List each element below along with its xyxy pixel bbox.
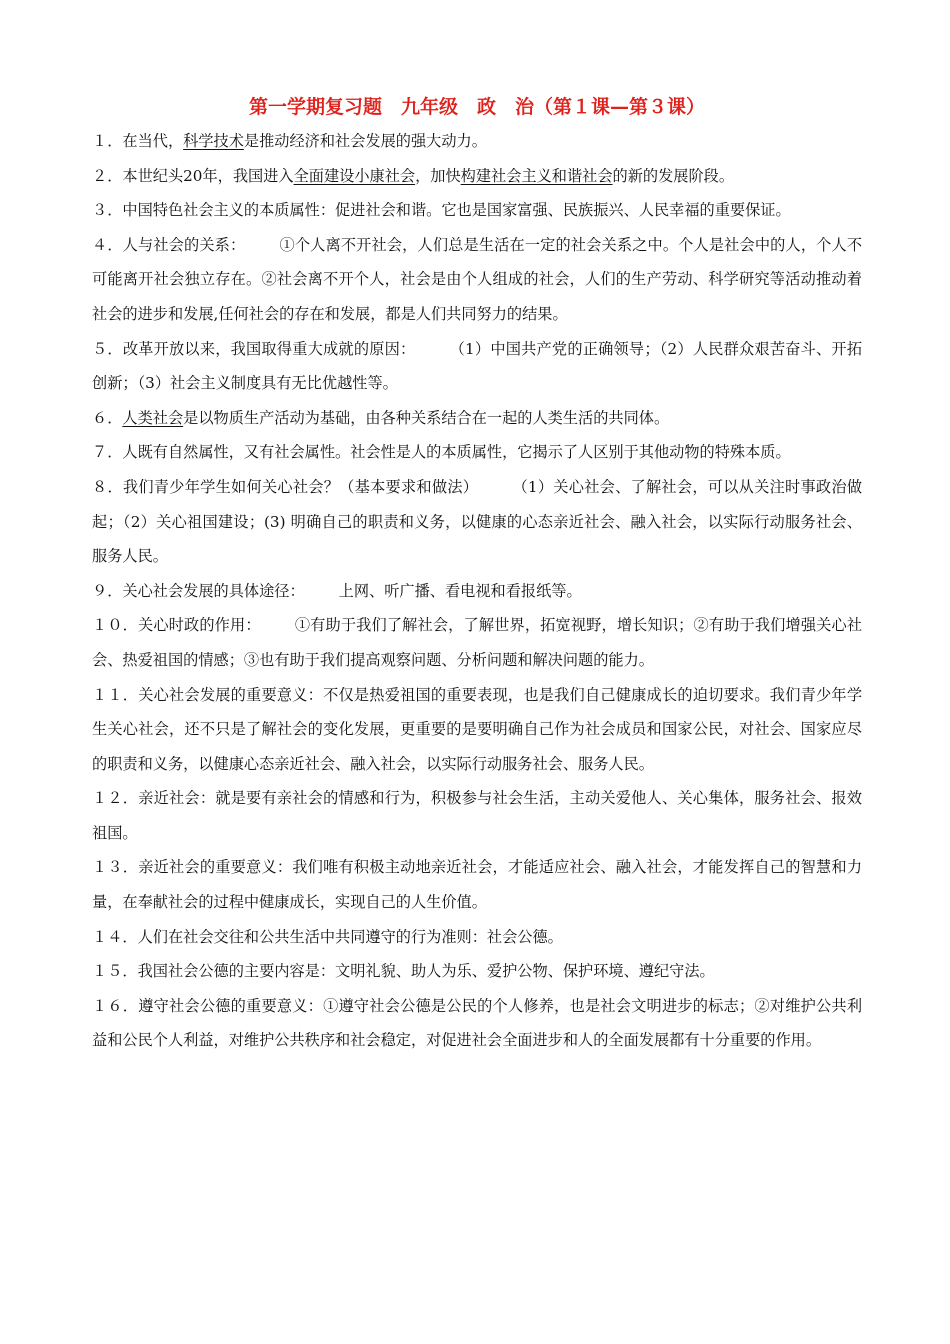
review-item: [92, 401, 862, 436]
item-text: （1）中国共产党的正确领导；（2）人民群众艰苦奋斗、开拓创新；（3）社会主义制度具有无比优越性等。: [92, 339, 863, 393]
item-number: １．: [92, 132, 123, 150]
review-item: [92, 574, 862, 609]
item-text: ①有助于我们了解社会，了解世界，拓宽视野，增长知识；②有助于我们增强关心社会、热爱祖国的情感；③也有助于我们提高观察问题、分析问题和解决问题的能力。: [92, 616, 863, 669]
review-item: [92, 954, 862, 989]
review-item: [92, 850, 862, 919]
item-text: 是推动经济和社会发展的强大动力。: [243, 132, 487, 150]
review-item: [92, 920, 862, 955]
item-text: 亲近社会的重要意义：我们唯有积极主动地亲近社会，才能适应社会、融入社会，才能发挥自己的智慧和力量，在奉献社会的过程中健康成长，实现自己的人生价值。: [92, 858, 863, 912]
review-item: [92, 159, 862, 194]
item-text: 改革开放以来，我国取得重大成就的原因：: [122, 339, 416, 358]
document-page: [92, 94, 862, 1058]
item-number: ６．: [92, 408, 123, 427]
review-item: [92, 193, 862, 228]
item-text: （1）关心社会、了解社会，可以从关注时事政治做起；（2）关心祖国建设；(3) 明确自己的职责和义务，以健康的心态亲近社会、融入社会，以实际行动服务社会、服务人民。: [92, 477, 863, 566]
item-number: １３．: [92, 858, 139, 877]
item-text: 我们青少年学生如何关心社会？（基本要求和做法）: [122, 477, 479, 496]
item-text: ，加快: [415, 166, 461, 185]
review-item: [92, 989, 862, 1058]
item-text: 遵守社会公德的重要意义：①遵守社会公德是公民的个人修养，也是社会文明进步的标志；②对维护公共利益和公民个人利益，对维护公共秩序和社会稳定，对促进社会全面进步和人的全面发展都有十分重要的作用。: [92, 996, 863, 1050]
item-number: １４．: [92, 927, 138, 946]
review-item: [92, 435, 862, 470]
review-item: [92, 228, 862, 332]
item-number: ７．: [92, 443, 123, 462]
item-number: ５．: [92, 339, 123, 358]
item-keyword-underlined: 科学技术: [183, 132, 244, 150]
item-text: 中国特色社会主义的本质属性：促进社会和谐。它也是国家富强、民族振兴、人民幸福的重要保证。: [122, 201, 791, 220]
item-number: １０．: [92, 616, 138, 635]
item-text: 关心社会发展的具体途径：: [122, 581, 305, 600]
document-title: 第一学期复习题 九年级 政 治（第１课—第３课）: [248, 96, 705, 118]
item-text: 是以物质生产活动为基础，由各种关系结合在一起的人类生活的共同体。: [183, 408, 670, 427]
review-item: [92, 781, 862, 850]
review-items-list: [92, 124, 862, 1058]
item-number: １１．: [92, 685, 139, 704]
item-text: 在当代，: [122, 132, 184, 150]
item-text: ①个人离不开社会，人们总是生活在一定的社会关系之中。个人是社会中的人，个人不可能离开社会独立存在。②社会离不开个人，社会是由个人组成的社会，人们的生产劳动、科学研究等活动推动着社会的进步和发展,任何社会的存在和发展，都是人们共同努力的结果。: [92, 235, 863, 323]
item-text: 上网、听广播、看电视和看报纸等。: [338, 581, 582, 600]
item-text: 关心社会发展的重要意义：不仅是热爱祖国的重要表现，也是我们自己健康成长的迫切要求。我们青少年学生关心社会，还不只是了解社会的变化发展，更重要的是要明确自己作为社会成员和国家公民，对社会、国家应尽的职责和义务，以健康心态亲近社会、融入社会，以实际行动服务社会、服务人民。: [92, 685, 863, 773]
item-number: ２．: [92, 166, 123, 185]
item-keyword-underlined: 构建社会主义和谐社会: [460, 166, 613, 185]
item-keyword-underlined: 全面建设小康社会: [293, 166, 416, 185]
item-text: 关心时政的作用：: [138, 616, 261, 635]
item-text: 人既有自然属性，又有社会属性。社会性是人的本质属性，它揭示了人区别于其他动物的特殊本质。: [122, 443, 791, 462]
review-item: [92, 470, 862, 574]
item-text: 我国社会公德的主要内容是：文明礼貌、助人为乐、爱护公物、保护环境、遵纪守法。: [137, 962, 715, 981]
review-item: [92, 124, 862, 159]
item-number: １２．: [92, 789, 139, 808]
item-text: 人们在社会交往和公共生活中共同遵守的行为准则：社会公德。: [137, 927, 563, 946]
item-number: １６．: [92, 996, 139, 1015]
review-item: [92, 678, 862, 782]
item-number: １５．: [92, 962, 138, 981]
item-text: 亲近社会：就是要有亲社会的情感和行为，积极参与社会生活，主动关爱他人、关心集体，服务社会、报效祖国。: [92, 789, 863, 842]
item-keyword-underlined: 人类社会: [122, 408, 184, 427]
item-number: ３．: [92, 201, 123, 220]
item-text: 本世纪头20年，我国进入: [122, 166, 294, 185]
item-number: ４．: [92, 235, 123, 254]
item-text: 的新的发展阶段。: [612, 166, 735, 185]
item-text: 人与社会的关系：: [122, 235, 246, 254]
review-item: [92, 608, 862, 677]
item-number: ９．: [92, 581, 123, 600]
review-item: [92, 332, 862, 401]
item-number: ８．: [92, 477, 123, 496]
